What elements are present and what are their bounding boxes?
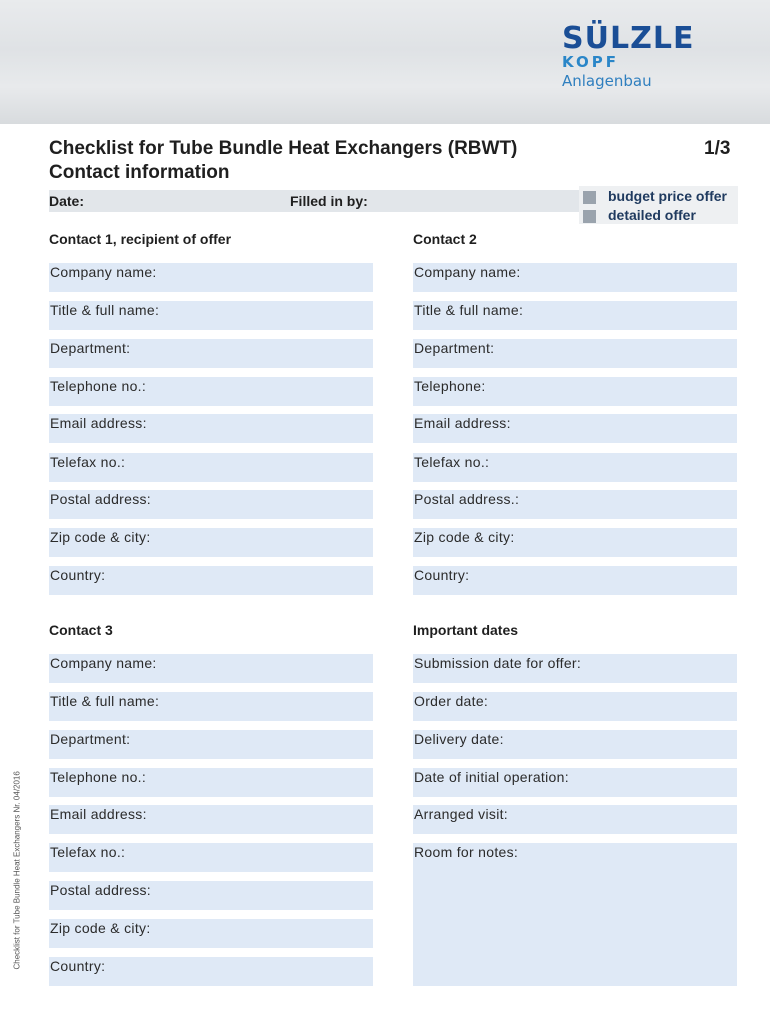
notes-textarea[interactable] bbox=[413, 843, 737, 986]
contact2-title: Contact 2 bbox=[413, 231, 477, 247]
logo-sub-brand: KOPF bbox=[562, 53, 619, 71]
contact1-email-field[interactable] bbox=[49, 414, 373, 443]
option-label: detailed offer bbox=[608, 207, 696, 223]
contact3-title: Contact 3 bbox=[49, 622, 113, 638]
contact2-postal-address-field[interactable] bbox=[413, 490, 737, 519]
contact3-zip-city-field[interactable] bbox=[49, 919, 373, 948]
contact3-email-field[interactable] bbox=[49, 805, 373, 834]
contact3-telephone-field[interactable] bbox=[49, 768, 373, 797]
contact3-department-field[interactable] bbox=[49, 730, 373, 759]
field-label: Telefax no.: bbox=[50, 844, 126, 860]
contact3-postal-address-field[interactable] bbox=[49, 881, 373, 910]
contact2-title-name-field[interactable] bbox=[413, 301, 737, 330]
field-label: Telefax no.: bbox=[50, 454, 126, 470]
contact2-telephone-field[interactable] bbox=[413, 377, 737, 406]
initial-operation-date-field[interactable] bbox=[413, 768, 737, 797]
contact3-company-name-field[interactable] bbox=[49, 654, 373, 683]
field-label: Company name: bbox=[50, 264, 157, 280]
contact2-telefax-field[interactable] bbox=[413, 453, 737, 482]
contact1-title-name-field[interactable] bbox=[49, 301, 373, 330]
field-label: Email address: bbox=[414, 415, 511, 431]
field-label: Zip code & city: bbox=[50, 920, 151, 936]
contact1-department-field[interactable] bbox=[49, 339, 373, 368]
field-label: Telephone no.: bbox=[50, 769, 147, 785]
important-dates-title: Important dates bbox=[413, 622, 519, 638]
field-label: Telefax no.: bbox=[414, 454, 490, 470]
filled-in-by-label: Filled in by: bbox=[290, 193, 368, 209]
field-label: Department: bbox=[50, 731, 131, 747]
contact2-department-field[interactable] bbox=[413, 339, 737, 368]
field-label: Company name: bbox=[50, 655, 157, 671]
logo-brand: SÜLZLE bbox=[562, 21, 695, 56]
contact2-email-field[interactable] bbox=[413, 414, 737, 443]
contact3-country-field[interactable] bbox=[49, 957, 373, 986]
field-label: Order date: bbox=[414, 693, 489, 709]
field-label: Delivery date: bbox=[414, 731, 504, 747]
contact2-country-field[interactable] bbox=[413, 566, 737, 595]
contact1-company-name-field[interactable] bbox=[49, 263, 373, 292]
field-label: Postal address.: bbox=[414, 491, 520, 507]
budget-price-offer-option[interactable] bbox=[583, 188, 743, 208]
field-label: Arranged visit: bbox=[414, 806, 508, 822]
field-label: Email address: bbox=[50, 415, 147, 431]
detailed-offer-option[interactable] bbox=[583, 207, 743, 227]
checkbox-icon[interactable] bbox=[583, 210, 596, 223]
field-label: Department: bbox=[414, 340, 495, 356]
field-label: Title & full name: bbox=[50, 693, 160, 709]
field-label: Title & full name: bbox=[50, 302, 160, 318]
field-label: Country: bbox=[414, 567, 470, 583]
document-title: Checklist for Tube Bundle Heat Exchangers (RBWT) bbox=[49, 138, 518, 159]
field-label: Country: bbox=[50, 958, 106, 974]
document-subtitle: Contact information bbox=[49, 162, 230, 183]
field-label: Title & full name: bbox=[414, 302, 524, 318]
contact1-country-field[interactable] bbox=[49, 566, 373, 595]
field-label: Telephone: bbox=[414, 378, 486, 394]
field-label: Date of initial operation: bbox=[414, 769, 569, 785]
page-number: 1/3 bbox=[704, 138, 731, 159]
document-reference-text: Checklist for Tube Bundle Heat Exchangers Nr. 04/2016 bbox=[12, 771, 22, 970]
checkbox-icon[interactable] bbox=[583, 191, 596, 204]
field-label: Department: bbox=[50, 340, 131, 356]
contact1-telephone-field[interactable] bbox=[49, 377, 373, 406]
field-label: Email address: bbox=[50, 806, 147, 822]
arranged-visit-field[interactable] bbox=[413, 805, 737, 834]
field-label: Zip code & city: bbox=[50, 529, 151, 545]
contact1-title: Contact 1, recipient of offer bbox=[49, 231, 232, 247]
submission-date-field[interactable] bbox=[413, 654, 737, 683]
logo-division: Anlagenbau bbox=[562, 72, 652, 90]
field-label: Zip code & city: bbox=[414, 529, 515, 545]
field-label: Submission date for offer: bbox=[414, 655, 582, 671]
field-label: Postal address: bbox=[50, 491, 151, 507]
field-label: Room for notes: bbox=[414, 844, 519, 860]
field-label: Postal address: bbox=[50, 882, 151, 898]
contact2-company-name-field[interactable] bbox=[413, 263, 737, 292]
order-date-field[interactable] bbox=[413, 692, 737, 721]
field-label: Telephone no.: bbox=[50, 378, 147, 394]
field-label: Country: bbox=[50, 567, 106, 583]
field-label: Company name: bbox=[414, 264, 521, 280]
option-label: budget price offer bbox=[608, 188, 728, 204]
date-label: Date: bbox=[49, 193, 85, 209]
delivery-date-field[interactable] bbox=[413, 730, 737, 759]
contact2-zip-city-field[interactable] bbox=[413, 528, 737, 557]
contact3-telefax-field[interactable] bbox=[49, 843, 373, 872]
company-logo bbox=[560, 22, 730, 92]
contact1-postal-address-field[interactable] bbox=[49, 490, 373, 519]
contact1-telefax-field[interactable] bbox=[49, 453, 373, 482]
contact3-title-name-field[interactable] bbox=[49, 692, 373, 721]
contact1-zip-city-field[interactable] bbox=[49, 528, 373, 557]
